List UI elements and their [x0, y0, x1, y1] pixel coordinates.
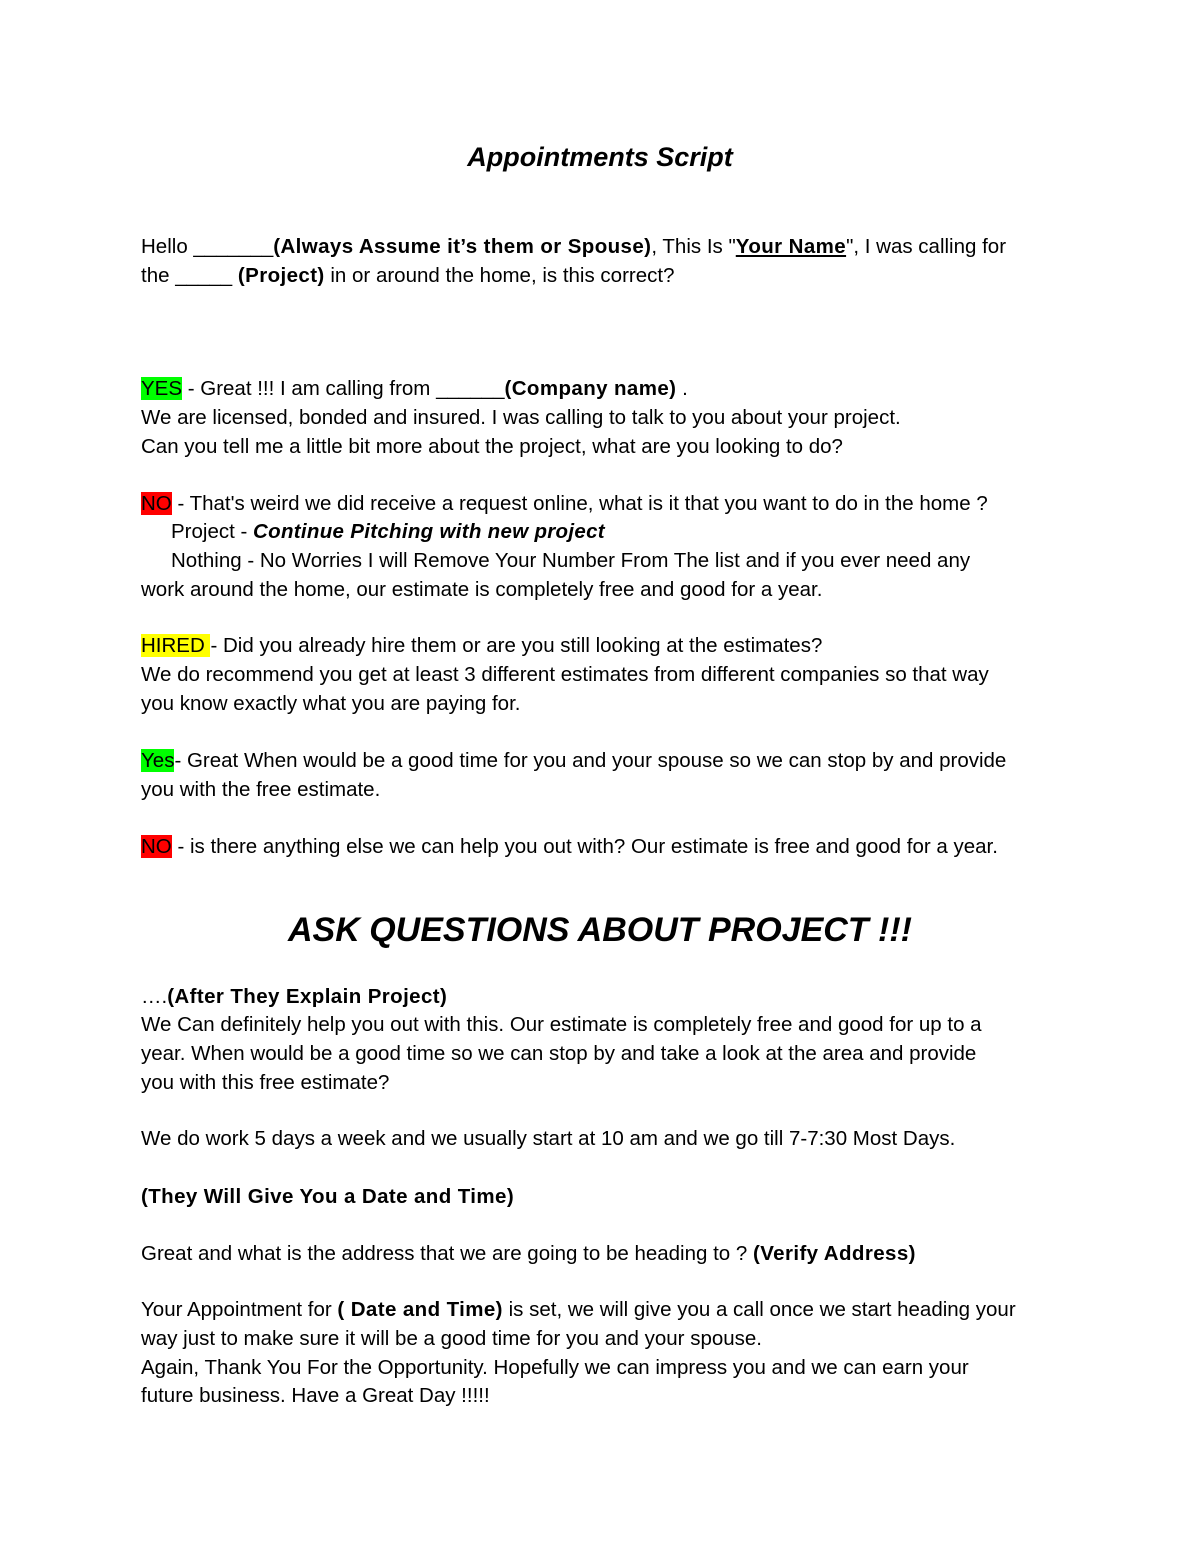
ask-questions-heading: ASK QUESTIONS ABOUT PROJECT !!!: [288, 911, 912, 949]
ellipsis: ….: [141, 985, 168, 1008]
no2-line-1: [141, 833, 998, 861]
no-line-1: [141, 490, 988, 518]
after-line-2: We Can definitely help you out with this. Our estimate is completely free and good for up to a: [141, 1013, 982, 1036]
intro-text: in or around the home, is this correct?: [324, 264, 675, 287]
date-time-placeholder: ( Date and Time): [337, 1298, 503, 1321]
after-line-3: year. When would be a good time so we can stop by and take a look at the area and provide: [141, 1042, 977, 1065]
yes-tag: YES: [141, 377, 183, 400]
no-line-2: [141, 518, 605, 546]
project-option: Project -: [171, 520, 254, 543]
date-time-note: (They Will Give You a Date and Time): [141, 1185, 515, 1208]
intro-line-1: [141, 233, 1006, 261]
company-name-placeholder: (Company name): [504, 377, 677, 400]
yes-line-3: Can you tell me a little bit more about the project, what are you looking to do?: [141, 435, 843, 458]
address-question: Great and what is the address that we are going to be heading to ?: [141, 1242, 753, 1265]
hired-tag: HIRED: [141, 634, 211, 657]
continue-pitching-note: Continue Pitching with new project: [253, 520, 605, 543]
thank-you-line-2: future business. Have a Great Day !!!!!: [141, 1384, 490, 1407]
yes-text: .: [676, 377, 688, 400]
hired-text: - Did you already hire them or are you still looking at the estimates?: [210, 634, 823, 657]
yes2-line-2: you with the free estimate.: [141, 778, 381, 801]
after-line-1: [141, 983, 447, 1011]
yes-line-1: [141, 375, 688, 403]
yes2-tag: Yes: [141, 749, 175, 772]
hired-line-1: [141, 632, 822, 660]
intro-text: , This Is ": [651, 235, 736, 258]
after-line-4: you with this free estimate?: [141, 1071, 390, 1094]
assume-note: (Always Assume it’s them or Spouse): [273, 235, 652, 258]
verify-address-note: (Verify Address): [753, 1242, 916, 1265]
no2-tag: NO: [141, 835, 172, 858]
yes-text: - Great !!! I am calling from ______: [182, 377, 505, 400]
intro-text: the _____: [141, 264, 238, 287]
appointment-text: Your Appointment for: [141, 1298, 338, 1321]
intro-line-2: [141, 262, 674, 290]
your-name-placeholder: Your Name: [735, 235, 847, 258]
address-line: [141, 1240, 916, 1268]
hired-line-2: We do recommend you get at least 3 different estimates from different companies so that way: [141, 663, 989, 686]
thank-you-line-1: Again, Thank You For the Opportunity. Hopefully we can impress you and we can earn your: [141, 1356, 969, 1379]
intro-text: Hello _______: [141, 235, 274, 258]
appointment-line-2: way just to make sure it will be a good time for you and your spouse.: [141, 1327, 763, 1350]
intro-text: ", I was calling for: [846, 235, 1007, 258]
yes2-line-1: [141, 747, 1006, 775]
yes2-text: - Great When would be a good time for you and your spouse so we can stop by and provide: [174, 749, 1007, 772]
no-text: - That's weird we did receive a request online, what is it that you want to do in the home ?: [171, 492, 988, 515]
project-placeholder: (Project): [237, 264, 325, 287]
hired-line-3: you know exactly what you are paying for.: [141, 692, 521, 715]
page-title: Appointments Script: [467, 142, 733, 172]
appointment-text: is set, we will give you a call once we start heading your: [502, 1298, 1016, 1321]
no-line-3: Nothing - No Worries I will Remove Your Number From The list and if you ever need any: [171, 549, 971, 572]
no-line-4: work around the home, our estimate is completely free and good for a year.: [141, 578, 823, 601]
appointment-line-1: [141, 1296, 1016, 1324]
yes-line-2: We are licensed, bonded and insured. I was calling to talk to you about your project.: [141, 406, 901, 429]
work-hours-line: We do work 5 days a week and we usually start at 10 am and we go till 7-7:30 Most Days.: [141, 1127, 956, 1150]
no2-text: - is there anything else we can help you out with? Our estimate is free and good for a year.: [171, 835, 998, 858]
after-explain-note: (After They Explain Project): [167, 985, 448, 1008]
no-tag: NO: [141, 492, 172, 515]
